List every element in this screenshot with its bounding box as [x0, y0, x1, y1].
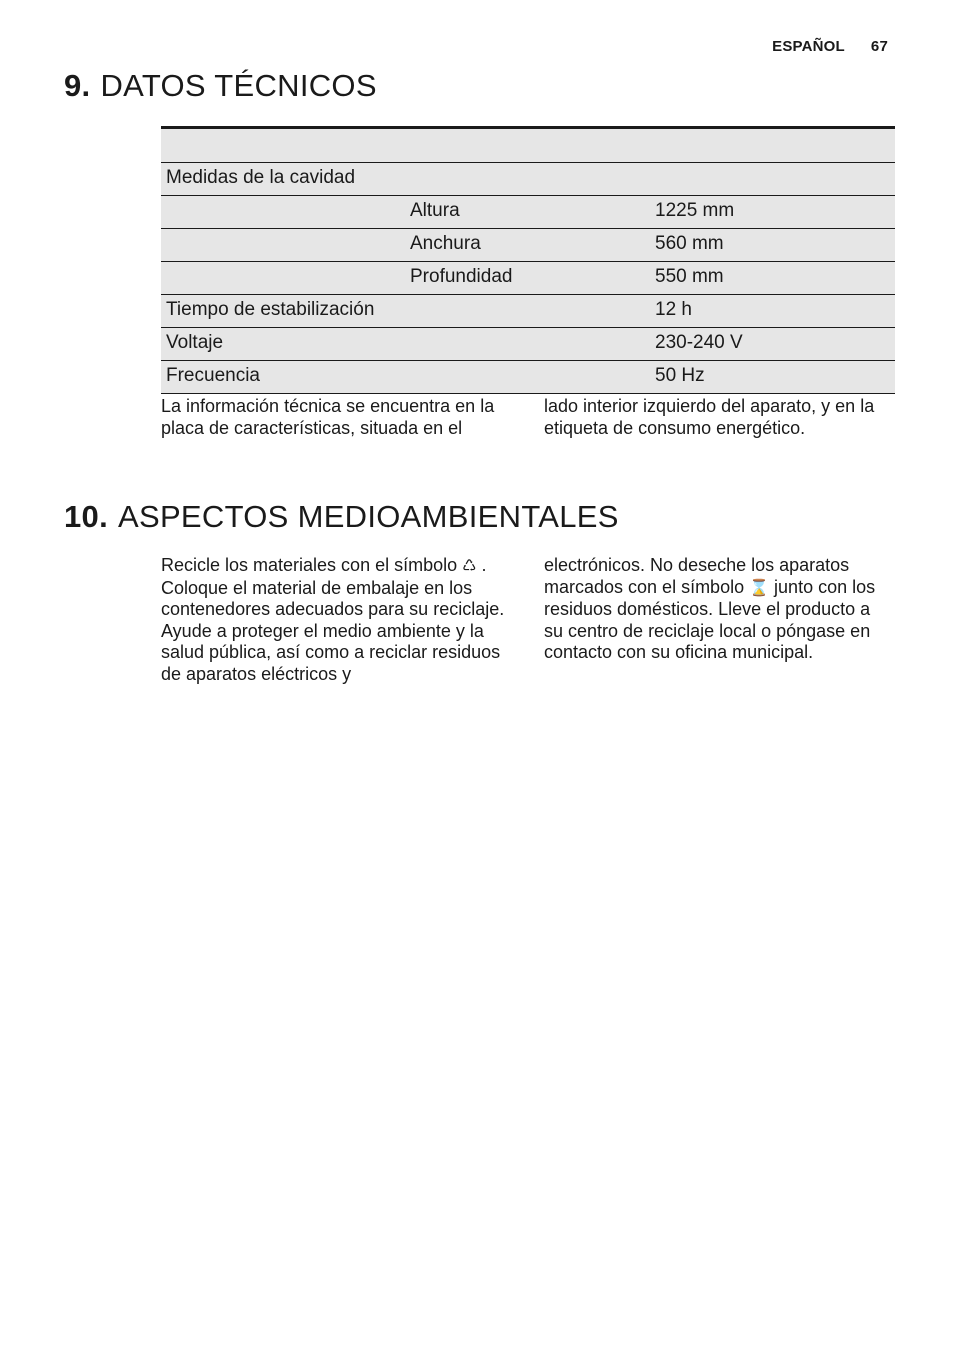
header-language: ESPAÑOL [772, 38, 845, 55]
info-paragraph-right [544, 396, 894, 439]
environment-paragraph-right [544, 555, 894, 664]
section-9-number: 9. [64, 68, 91, 103]
section-10-title [64, 499, 619, 535]
table-cell: 1225 mm [655, 200, 735, 221]
recycle-paragraph [161, 555, 506, 621]
table-row [161, 262, 895, 295]
weee-text-a: electrónicos. No deseche los aparatos marcados con el símbolo [544, 555, 850, 597]
table-cell: 560 mm [655, 233, 724, 254]
weee-paragraph [544, 555, 894, 664]
table-cell: Altura [410, 200, 460, 221]
table-cell: 50 Hz [655, 365, 705, 386]
table-row [161, 328, 895, 361]
table-row [161, 295, 895, 328]
page-number: 67 [870, 38, 888, 55]
technical-data-table [161, 126, 895, 394]
recycle-text-a: Recicle los materiales con el símbolo [161, 555, 458, 575]
page-header [772, 38, 888, 55]
table-row [161, 229, 895, 262]
table-cell: 550 mm [655, 266, 724, 287]
table-header-row [161, 129, 895, 163]
section-10-number: 10. [64, 499, 108, 534]
table-cell: 12 h [655, 299, 692, 320]
info-paragraph-left [161, 396, 506, 439]
info-text-right: lado interior izquierdo del aparato, y en la etiqueta de consumo energético. [544, 396, 875, 438]
protect-paragraph: Ayude a proteger el medio ambiente y la salud pública, así como a reciclar residuos de aparatos eléctricos y [161, 620, 501, 684]
section-9-title-text: DATOS TÉCNICOS [100, 68, 377, 103]
table-row [161, 196, 895, 229]
table-cell: Frecuencia [166, 365, 260, 386]
table-cell: Profundidad [410, 266, 513, 287]
table-cell: Anchura [410, 233, 481, 254]
table-row [161, 163, 895, 196]
weee-text-b: junto con los residuos domésticos. Lleve el producto a su centro de reciclaje local o póngase en contacto con su oficina municipal. [544, 576, 876, 662]
environment-paragraph-left [161, 555, 506, 685]
info-text-left: La información técnica se encuentra en la placa de características, situada en el [161, 396, 495, 438]
recycle-icon: ♺ [462, 558, 477, 575]
table-row [161, 361, 895, 394]
table-cell: Voltaje [166, 332, 224, 353]
table-cell: 230-240 V [655, 332, 743, 353]
weee-bin-icon: ⌛ [749, 579, 770, 597]
section-9-title [64, 68, 377, 104]
recycle-text-b: . Coloque el material de embalaje en los contenedores adecuados para su reciclaje. [161, 555, 505, 619]
section-10-title-text: ASPECTOS MEDIOAMBIENTALES [118, 499, 619, 534]
table-cell: Tiempo de estabilización [166, 299, 375, 320]
table-cell: Medidas de la cavidad [166, 167, 356, 188]
